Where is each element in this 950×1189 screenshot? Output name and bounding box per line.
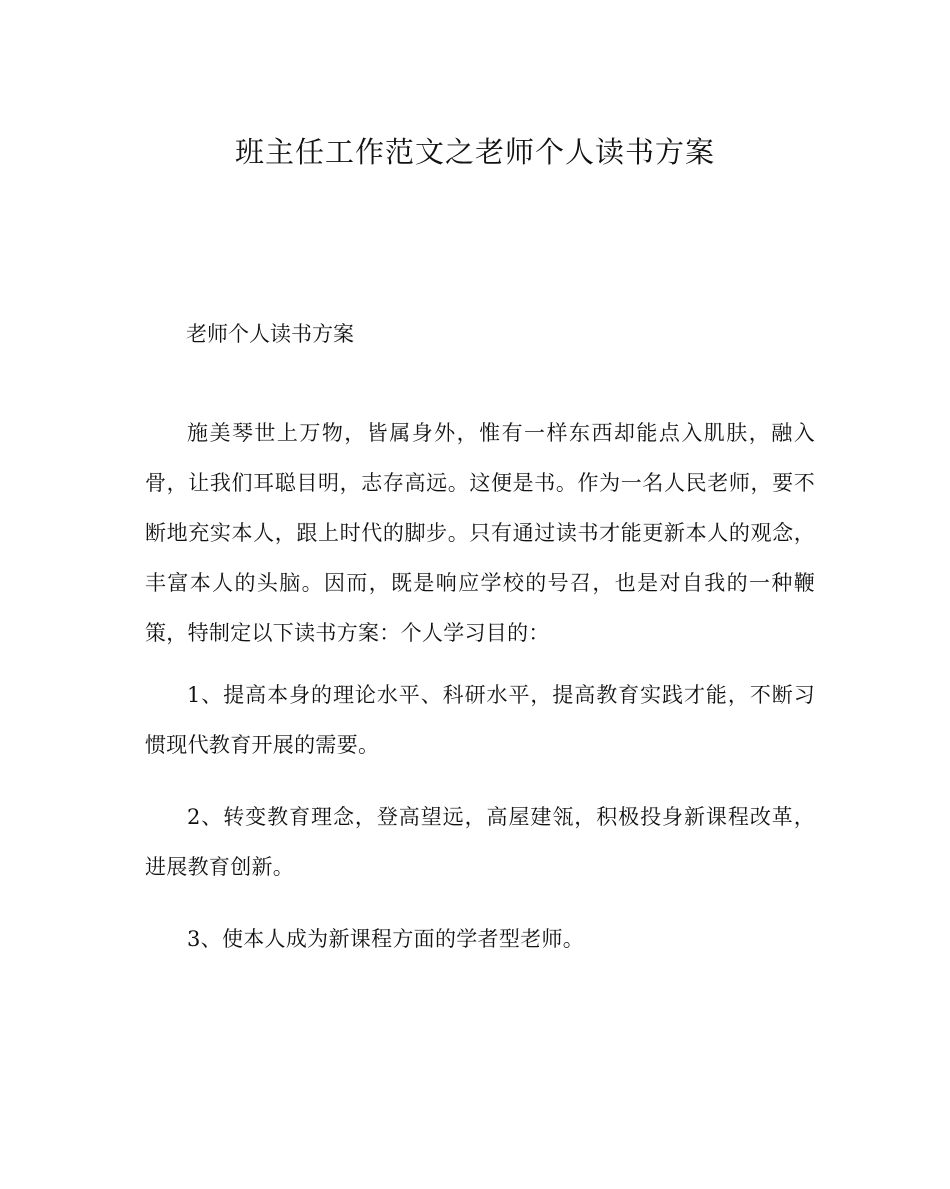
goal-item-1: 1、提高本身的理论水平、科研水平，提高教育实践才能，不断习惯现代教育开展的需要。 xyxy=(145,683,815,757)
goal-item-3: 3、使本人成为新课程方面的学者型老师。 xyxy=(187,927,585,951)
section-heading: 老师个人读书方案 xyxy=(186,322,354,346)
goal-item-2: 2、转变教育理念，登高望远，高屋建瓴，积极投身新课程改革，进展教育创新。 xyxy=(145,805,815,879)
document-title: 班主任工作范文之老师个人读书方案 xyxy=(234,135,715,169)
intro-paragraph: 施美琴世上万物，皆属身外，惟有一样东西却能点入肌肤，融入骨，让我们耳聪目明，志存高远。这便是书。作为一名人民老师，要不断地充实本人，跟上时代的脚步。只有通过读书才能更新本人的观念，丰富本人的头脑。因而，既是响应学校的号召，也是对自我的一种鞭策，特制定以下读书方案：个人学习目的： xyxy=(145,421,815,645)
